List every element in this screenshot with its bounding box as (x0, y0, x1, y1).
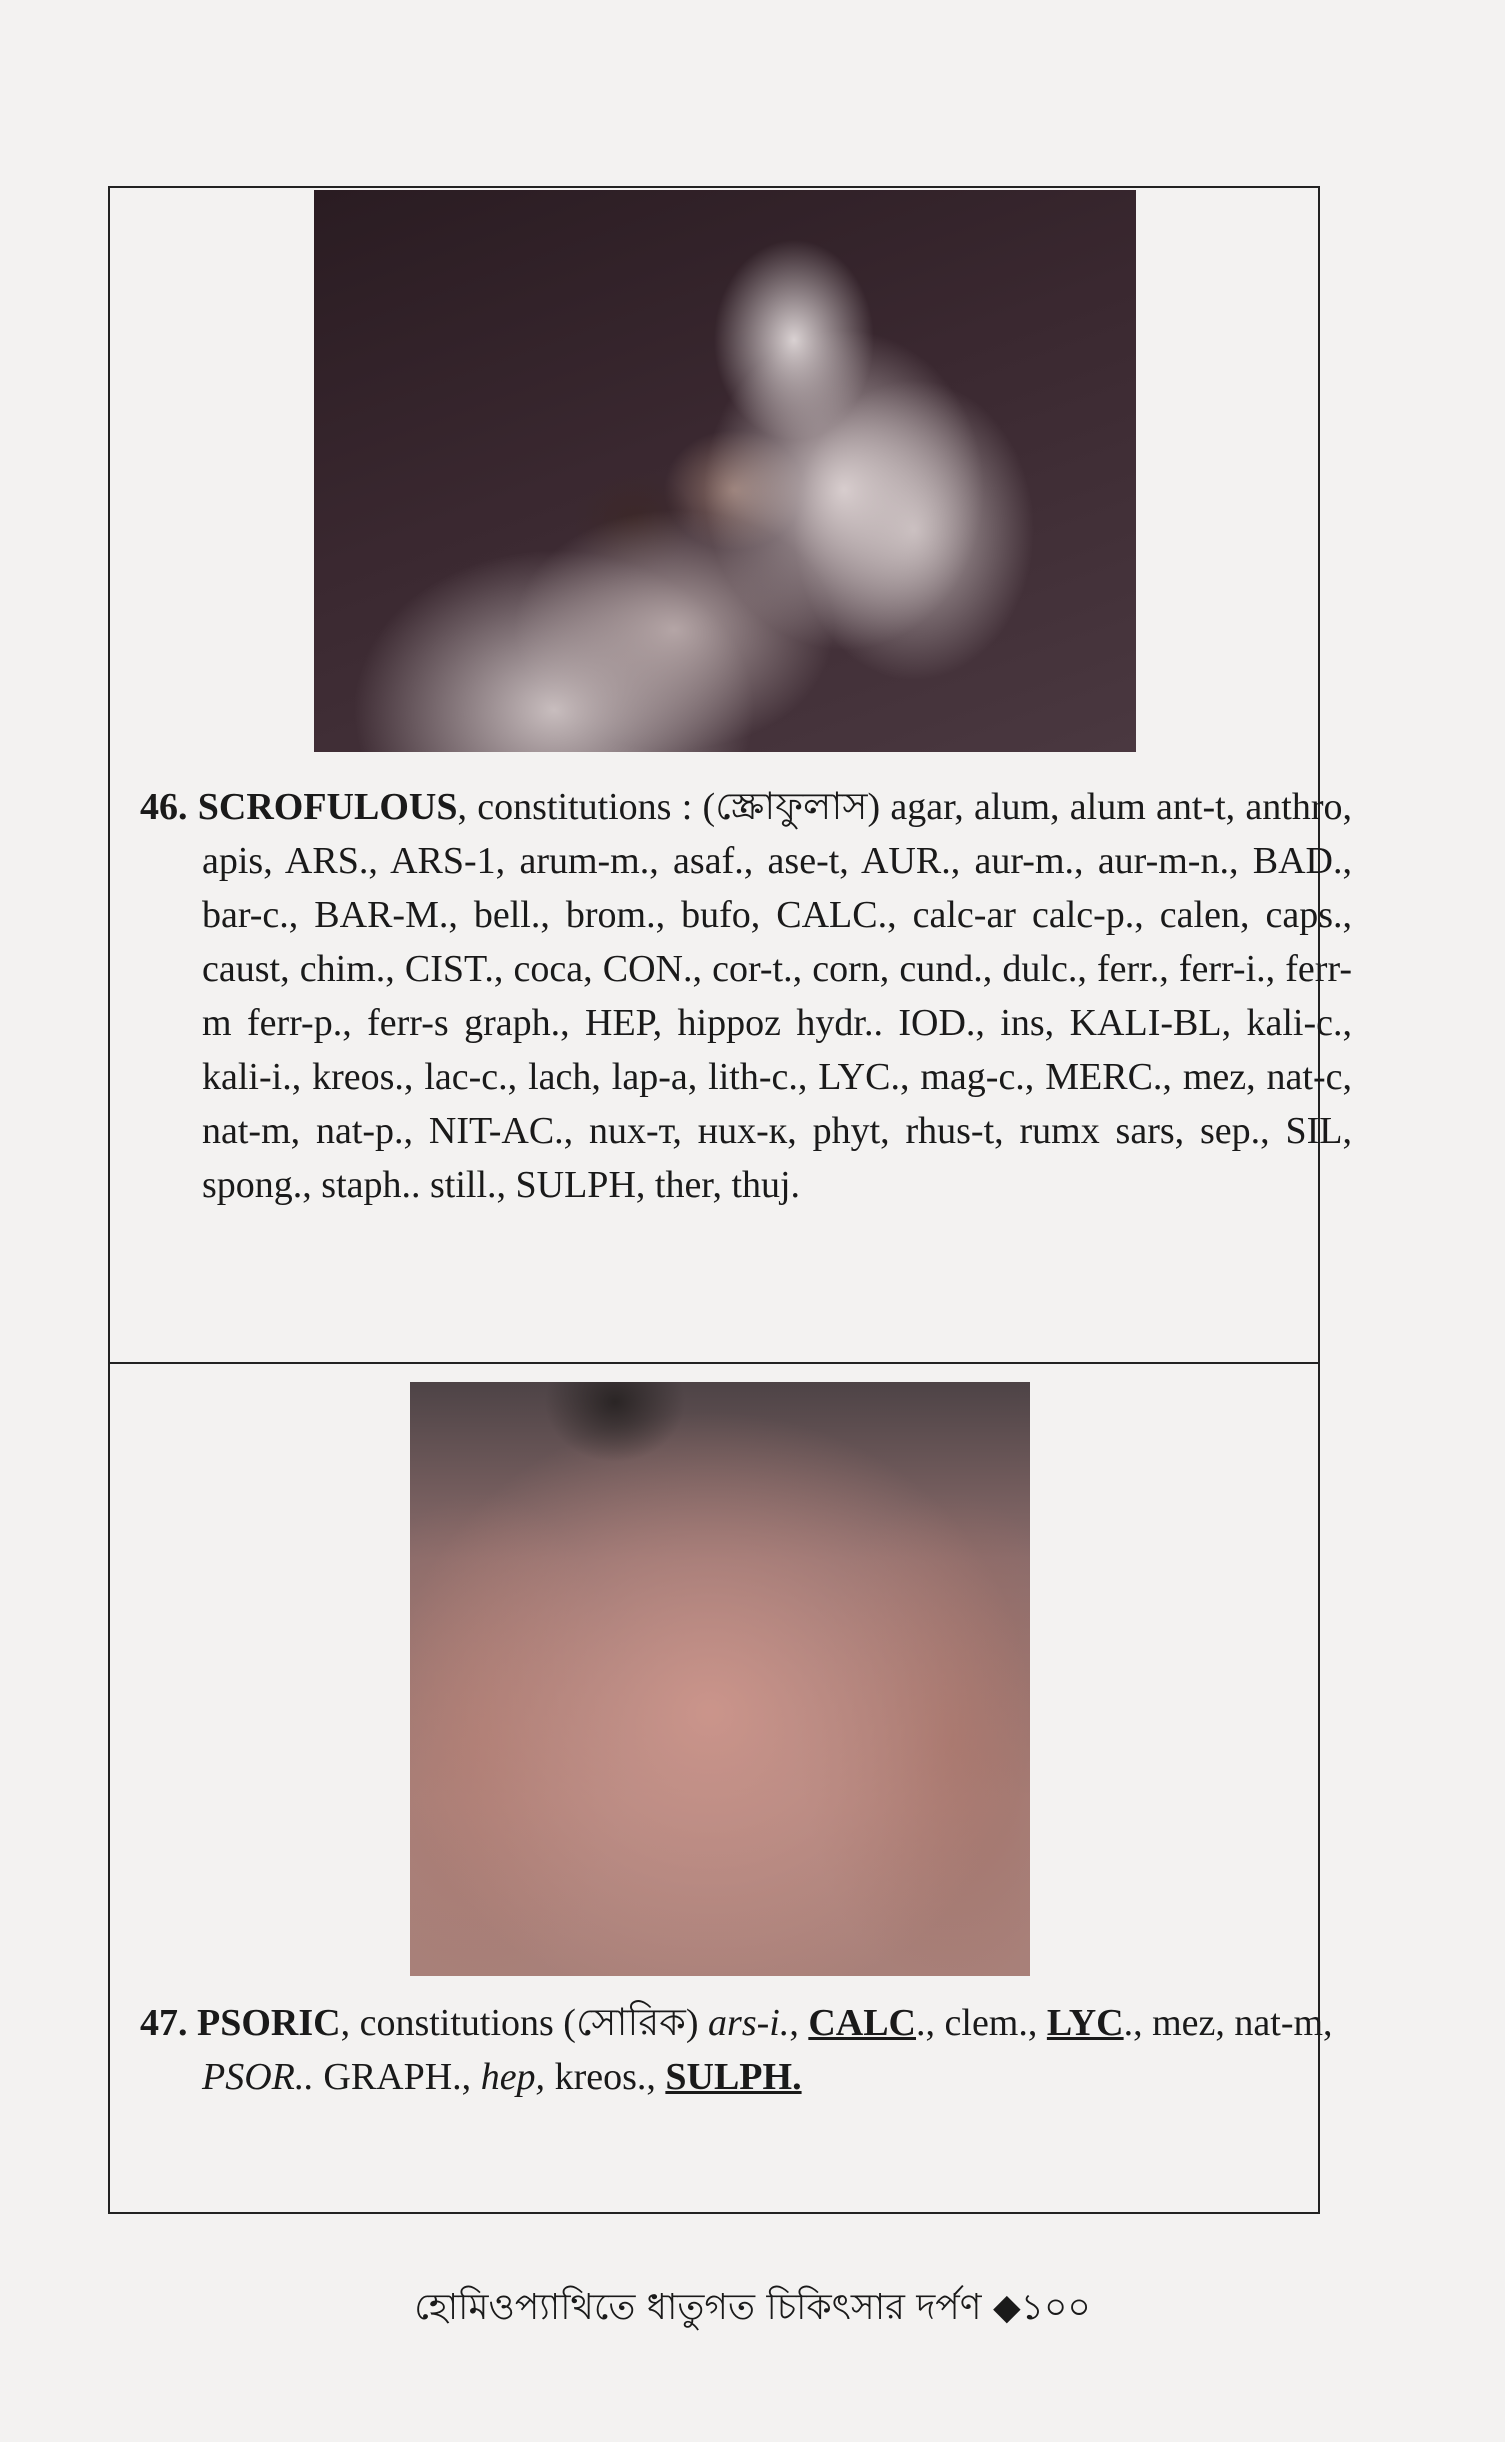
entry-title: PSORIC (197, 2002, 341, 2044)
remedy-sep: ., mez, nat-m, (1123, 2002, 1333, 2044)
remedy-sep: , (789, 2002, 809, 2044)
section-divider (110, 1362, 1318, 1364)
entry-label: , constitutions : (স্ক্রোফুলাস) (457, 786, 881, 828)
remedy-ars-i: ars-i. (708, 2002, 790, 2044)
remedy-sep: ., clem., (916, 2002, 1047, 2044)
scrofulous-photo (314, 190, 1136, 752)
remedy-sep: kreos., (545, 2056, 666, 2098)
entry-number: 47. (140, 2002, 188, 2044)
remedy-calc: CALC (808, 2002, 917, 2044)
entry-remedies: agar, alum, alum ant-t, anthro, apis, ARS., ARS-1, arum-m., asaf., ase-t, AUR., aur-m., aur-m-n., BAD., bar-c., BAR-M., bell., brom., bufo, CALC., calc-ar calc-p., calen, caps., caust, chim., CIST., coca, CON., cor-t., corn, cund., dulc., ferr., ferr-i., ferr-m ferr-p., ferr-s graph., HEP, hippoz hydr.. IOD., ins, KALI-BL, kali-c., kali-i., kreos., lac-c., lach, lap-a, lith-c., LYC., mag-c., MERC., mez, nat-c, nat-m, nat-p., NIT-AC., nux-т, нux-к, phyt, rhus-t, rumx sars, sep., SIL, spong., staph.. still., SULPH, ther, thuj. (202, 786, 1352, 1206)
entry-number: 46. (140, 786, 188, 828)
psoric-photo (410, 1382, 1030, 1976)
entry-psoric (140, 1996, 1352, 2104)
entry-scrofulous (140, 780, 1352, 1212)
remedy-sep: GRAPH., (313, 2056, 481, 2098)
page-footer: হোমিওপ্যাথিতে ধাতুগত চিকিৎসার দর্পণ ◆১০০ (414, 2287, 1091, 2328)
content-frame (108, 186, 1352, 2214)
entry-label: , constitutions (সোরিক) (340, 2002, 699, 2044)
entry-title: SCROFULOUS (197, 786, 458, 828)
remedy-lyc: LYC (1046, 2002, 1124, 2044)
remedy-sulph: SULPH. (665, 2056, 802, 2098)
remedy-hep: hep, (480, 2056, 546, 2098)
remedy-psor: PSOR.. (202, 2056, 314, 2098)
